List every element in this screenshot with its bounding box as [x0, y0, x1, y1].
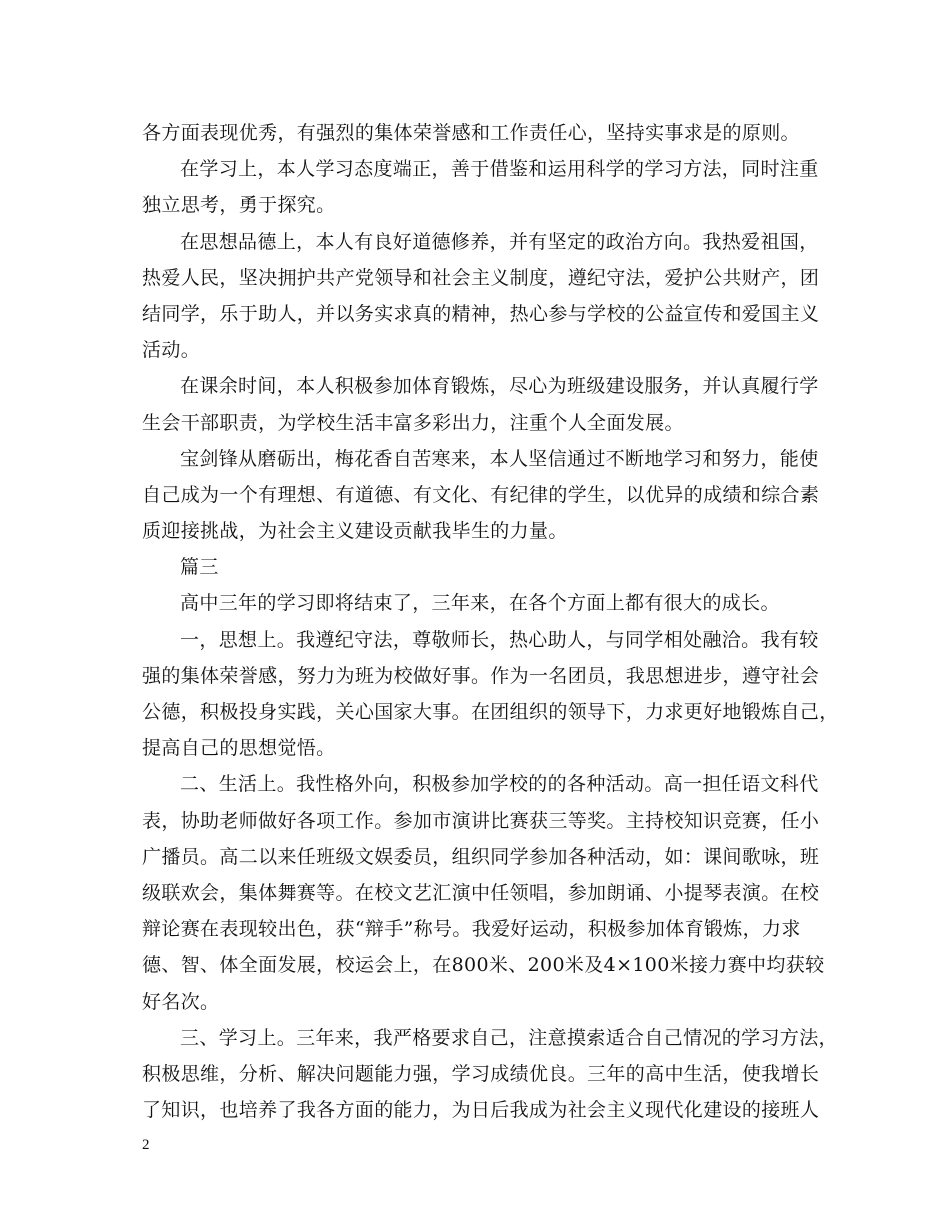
text-line: 在思想品德上，本人有良好道德修养，并有坚定的政治方向。我热爱祖国， — [180, 230, 819, 253]
text-line: 强的集体荣誉感，努力为班为校做好事。作为一名团员，我思想进步，遵守社会 — [142, 664, 820, 687]
body-text — [142, 115, 839, 1128]
text-line: 在学习上，本人学习态度端正，善于借鉴和运用科学的学习方法，同时注重 — [180, 158, 819, 181]
text-line: 三、学习上。三年来，我严格要求自己，注意摸索适合自己情况的学习方法， — [180, 1026, 838, 1049]
text-line: 质迎接挑战，为社会主义建设贡献我毕生的力量。 — [142, 520, 568, 543]
text-line: 提高自己的思想觉悟。 — [142, 737, 336, 760]
text-line: 积极思维，分析、解决问题能力强，学习成绩优良。三年的高中生活，使我增长 — [142, 1062, 820, 1085]
text-line: 了知识，也培养了我各方面的能力，为日后我成为社会主义现代化建设的接班人 — [142, 1099, 820, 1122]
text-line: 二、生活上。我性格外向，积极参加学校的的各种活动。高一担任语文科代 — [180, 773, 819, 796]
text-line: 德、智、体全面发展，校运会上，在800米、200米及4×100米接力赛中均获较 — [142, 954, 825, 977]
text-line: 表，协助老师做好各项工作。参加市演讲比赛获三等奖。主持校知识竞赛，任小 — [142, 809, 820, 832]
page-number: 2 — [142, 1137, 150, 1153]
text-line: 篇三 — [180, 556, 219, 579]
text-line: 结同学，乐于助人，并以务实求真的精神，热心参与学校的公益宣传和爱国主义 — [142, 302, 820, 325]
text-line: 在课余时间，本人积极参加体育锻炼，尽心为班级建设服务，并认真履行学 — [180, 375, 819, 398]
text-line: 公德，积极投身实践，关心国家大事。在团组织的领导下，力求更好地锻炼自己， — [142, 701, 839, 723]
text-line: 级联欢会，集体舞赛等。在校文艺汇演中任领唱，参加朗诵、小提琴表演。在校 — [142, 881, 820, 904]
text-line: 各方面表现优秀，有强烈的集体荣誉感和工作责任心，坚持实事求是的原则。 — [142, 122, 800, 144]
text-line: 生会干部职责，为学校生活丰富多彩出力，注重个人全面发展。 — [142, 411, 684, 434]
text-line: 广播员。高二以来任班级文娱委员，组织同学参加各种活动，如：课间歌咏，班 — [142, 845, 820, 868]
text-line: 热爱人民，坚决拥护共产党领导和社会主义制度，遵纪守法，爱护公共财产，团 — [142, 266, 820, 289]
text-line: 宝剑锋从磨砺出，梅花香自苦寒来，本人坚信通过不断地学习和努力，能使 — [180, 447, 819, 470]
text-line: 独立思考，勇于探究。 — [142, 194, 336, 217]
text-line: 一，思想上。我遵纪守法，尊敬师长，热心助人，与同学相处融洽。我有较 — [180, 628, 819, 651]
text-line: 活动。 — [142, 339, 201, 362]
text-line: 好名次。 — [142, 990, 220, 1013]
text-line: 自己成为一个有理想、有道德、有文化、有纪律的学生，以优异的成绩和综合素 — [142, 483, 820, 506]
text-line: 高中三年的学习即将结束了，三年来，在各个方面上都有很大的成长。 — [180, 592, 780, 615]
text-line: 辩论赛在表现较出色，获“辩手”称号。我爱好运动，积极参加体育锻炼，力求 — [142, 918, 801, 941]
